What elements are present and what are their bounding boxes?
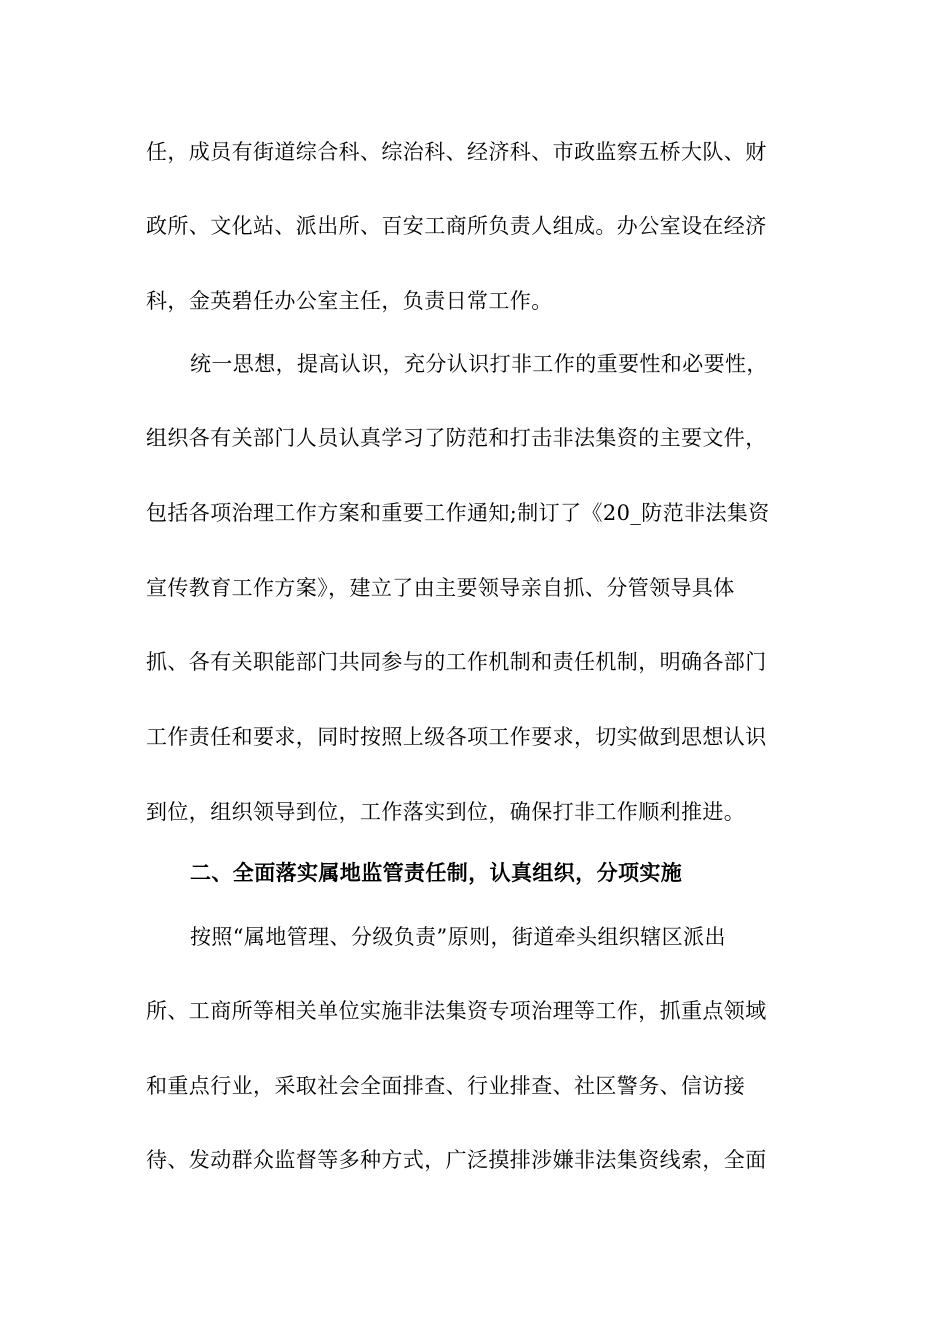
body-text-line: 宣传教育工作方案》，建立了由主要领导亲自抓、分管领导具体 <box>146 576 735 600</box>
body-text-line: 工作责任和要求，同时按照上级各项工作要求，切实做到思想认识 <box>146 725 767 749</box>
body-text-line: 包括各项治理工作方案和重要工作通知;制订了《20_防范非法集资 <box>146 501 770 525</box>
body-text-line: 所、工商所等相关单位实施非法集资专项治理等工作，抓重点领域 <box>146 999 767 1023</box>
body-text-line: 到位，组织领导到位，工作落实到位，确保打非工作顺利推进。 <box>146 800 746 824</box>
section-heading: 二、全面落实属地监管责任制，认真组织，分项实施 <box>190 860 683 885</box>
paragraph-start-line: 统一思想，提高认识，充分认识打非工作的重要性和必要性， <box>190 352 768 376</box>
body-text-line: 待、发动群众监督等多种方式，广泛摸排涉嫌非法集资线索，全面 <box>146 1148 767 1172</box>
body-text-line: 任，成员有街道综合科、综治科、经济科、市政监察五桥大队、财 <box>146 140 767 164</box>
body-text-line: 组织各有关部门人员认真学习了防范和打击非法集资的主要文件， <box>146 426 767 450</box>
paragraph-start-line: 按照“属地管理、分级负责”原则，街道牵头组织辖区派出 <box>190 925 726 949</box>
body-text-line: 科，金英碧任办公室主任，负责日常工作。 <box>146 289 553 313</box>
body-text-line: 抓、各有关职能部门共同参与的工作机制和责任机制，明确各部门 <box>146 650 767 674</box>
body-text-line: 政所、文化站、派出所、百安工商所负责人组成。办公室设在经济 <box>146 214 767 238</box>
body-text-line: 和重点行业，采取社会全面排查、行业排查、社区警务、信访接 <box>146 1074 746 1098</box>
